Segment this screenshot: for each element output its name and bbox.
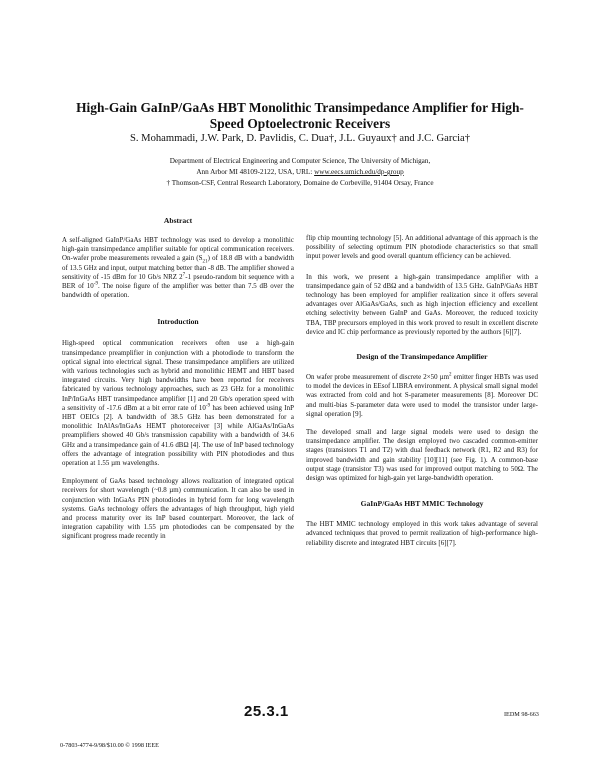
intro-paragraph-2: Employment of GaAs based technology allows realization of integrated optical receivers for short wavelength (~0.8 µm) communication. It can also be used in conjunction with InGaAs PIN photodiodes in hybrid form for long wavelength systems. GaAs technology offers the advantages of high throughput, high yield and process maturity over its InP based counterpart. Moreover, the lack of integration capability with 1.55 µm photodiodes can be compensated by the significant progress made recently in <box>62 478 294 541</box>
abstract-heading: Abstract <box>163 216 193 225</box>
introduction-heading: Introduction <box>157 317 199 327</box>
mmic-heading: GaInP/GaAs HBT MMIC Technology <box>360 499 484 509</box>
right-column <box>306 234 538 548</box>
page-id: IEDM 98-663 <box>504 711 539 718</box>
design-paragraph-1: On wafer probe measurement of discrete 2×50 µm$^2$ emitter finger HBTs was used to model the devices in EEsof LIBRA environment. A physical small signal model was extracted from cold and hot S-parameter measurements [8]. Moreover DC and multi-bias S-parameter data were used to model the transistor under large-signal operation [9]. <box>306 372 538 418</box>
affiliation-line-2 <box>40 167 560 178</box>
affiliation-line-3: † Thomson-CSF, Central Research Laboratory, Domaine de Corbeville, 91404 Orsay, France <box>166 179 434 187</box>
left-column <box>62 216 294 542</box>
mmic-paragraph: The HBT MMIC technology employed in this work takes advantage of several advanced techniques that proved to permit realization of high-performance high-reliability discrete and integrated HBT circuits [6][7]. <box>306 521 538 547</box>
paper-title: High-Gain GaInP/GaAs HBT Monolithic Transimpedance Amplifier for High-Speed Optoelectronic Receivers <box>76 100 524 131</box>
affiliation-line-1: Department of Electrical Engineering and Computer Science, The University of Michigan, <box>169 157 431 165</box>
design-heading: Design of the Transimpedance Amplifier <box>356 352 488 362</box>
affiliation-address: Ann Arbor MI 48109-2122, USA, URL: <box>196 168 315 176</box>
design-paragraph-2: The developed small and large signal models were used to design the transimpedance amplifier. The design employed two cascaded common-emitter stages (transistors T1 and T2) with dual feedback network (R1, R2 and R3) for improved bandwidth and gain stability [10][11] (see Fig. 1). A common-base output stage (transistor T3) was used for improved output matching to 50Ω. The design was optimized for high-gain yet large-bandwidth operation. <box>306 429 538 483</box>
author-list: S. Mohammadi, J.W. Park, D. Pavlidis, C. Dua†, J.L. Guyaux† and J.C. Garcia† <box>129 133 471 144</box>
affiliations <box>40 156 560 189</box>
copyright-line: 0-7803-4774-9/98/$10.00 © 1998 IEEE <box>60 742 159 749</box>
right-paragraph-2: In this work, we present a high-gain transimpedance amplifier with a transimpedance gain of 52 dBΩ and a bandwidth of 13.5 GHz. GaInP/GaAs HBT technology has been employed for amplifier realization since it offers several advantages over AlGaAs/GaAs, such as high injection efficiency and excellent etching selectivity between GaInP and GaAs. Moreover, the reduced toxicity TBA, TBP precursors employed in this work proved to result in excellent discrete device and IC chip performance as previously reported by the authors [6][7]. <box>306 273 538 336</box>
session-number: 25.3.1 <box>244 703 289 720</box>
right-paragraph-1: flip chip mounting technology [5]. An additional advantage of this approach is the possibility of selecting optimum PIN photodiode characteristics so that small input power levels and good overall quantum efficiency can be achieved. <box>306 235 538 261</box>
abstract-text: A self-aligned GaInP/GaAs HBT technology was used to develop a monolithic high-gain transimpedance amplifier suitable for optical communication receivers. On-wafer probe measurements revealed a gain $(S_{21})$ of 18.8 dB with a bandwidth of 13.5 GHz and input, output matching better than -8 dB. The amplifier showed a sensitivity of -15 dBm for 10 Gb/s NRZ $2^7-1$ pseudo-random bit sequence with a BER of $10^{-9}$. The noise figure of the amplifier was better than 7.5 dB over the bandwidth of operation. <box>62 237 294 300</box>
group-url-link[interactable]: www.eecs.umich.edu/dp-group <box>314 168 404 176</box>
intro-paragraph-1: High-speed optical communication receivers often use a high-gain transimpedance preamplifier in conjunction with a photodiode to transform the optical signal into electrical signal. These transimpedance amplifiers are utilized with various technologies such as hybrid and monolithic HEMT and HBT based integrated circuits. Very high bandwidths have been reported for receivers fabricated by various technology approaches, such as 23 GHz for a monolithic InP/InGaAs HBT transimpedance amplifier [1] and 20 Gb/s operation speed with a sensitivity of -17.6 dBm at a bit error rate of $10^{-9}$ has been achieved using InP HBT OEICs [2]. A bandwidth of 38.5 GHz has been demonstrated for a monolithic InAlAs/InGaAs HEMT photoreceiver [3] while AlGaAs/InGaAs preamplifiers showed 40 Gb/s transmission capability with a bandwidth of 34.6 GHz and a transimpedance gain of 41.6 dBΩ [4]. The use of InP based technology offers the advantage of integration possibility with PIN photodiodes and thus operation at 1.55 µm wavelengths. <box>62 340 294 468</box>
